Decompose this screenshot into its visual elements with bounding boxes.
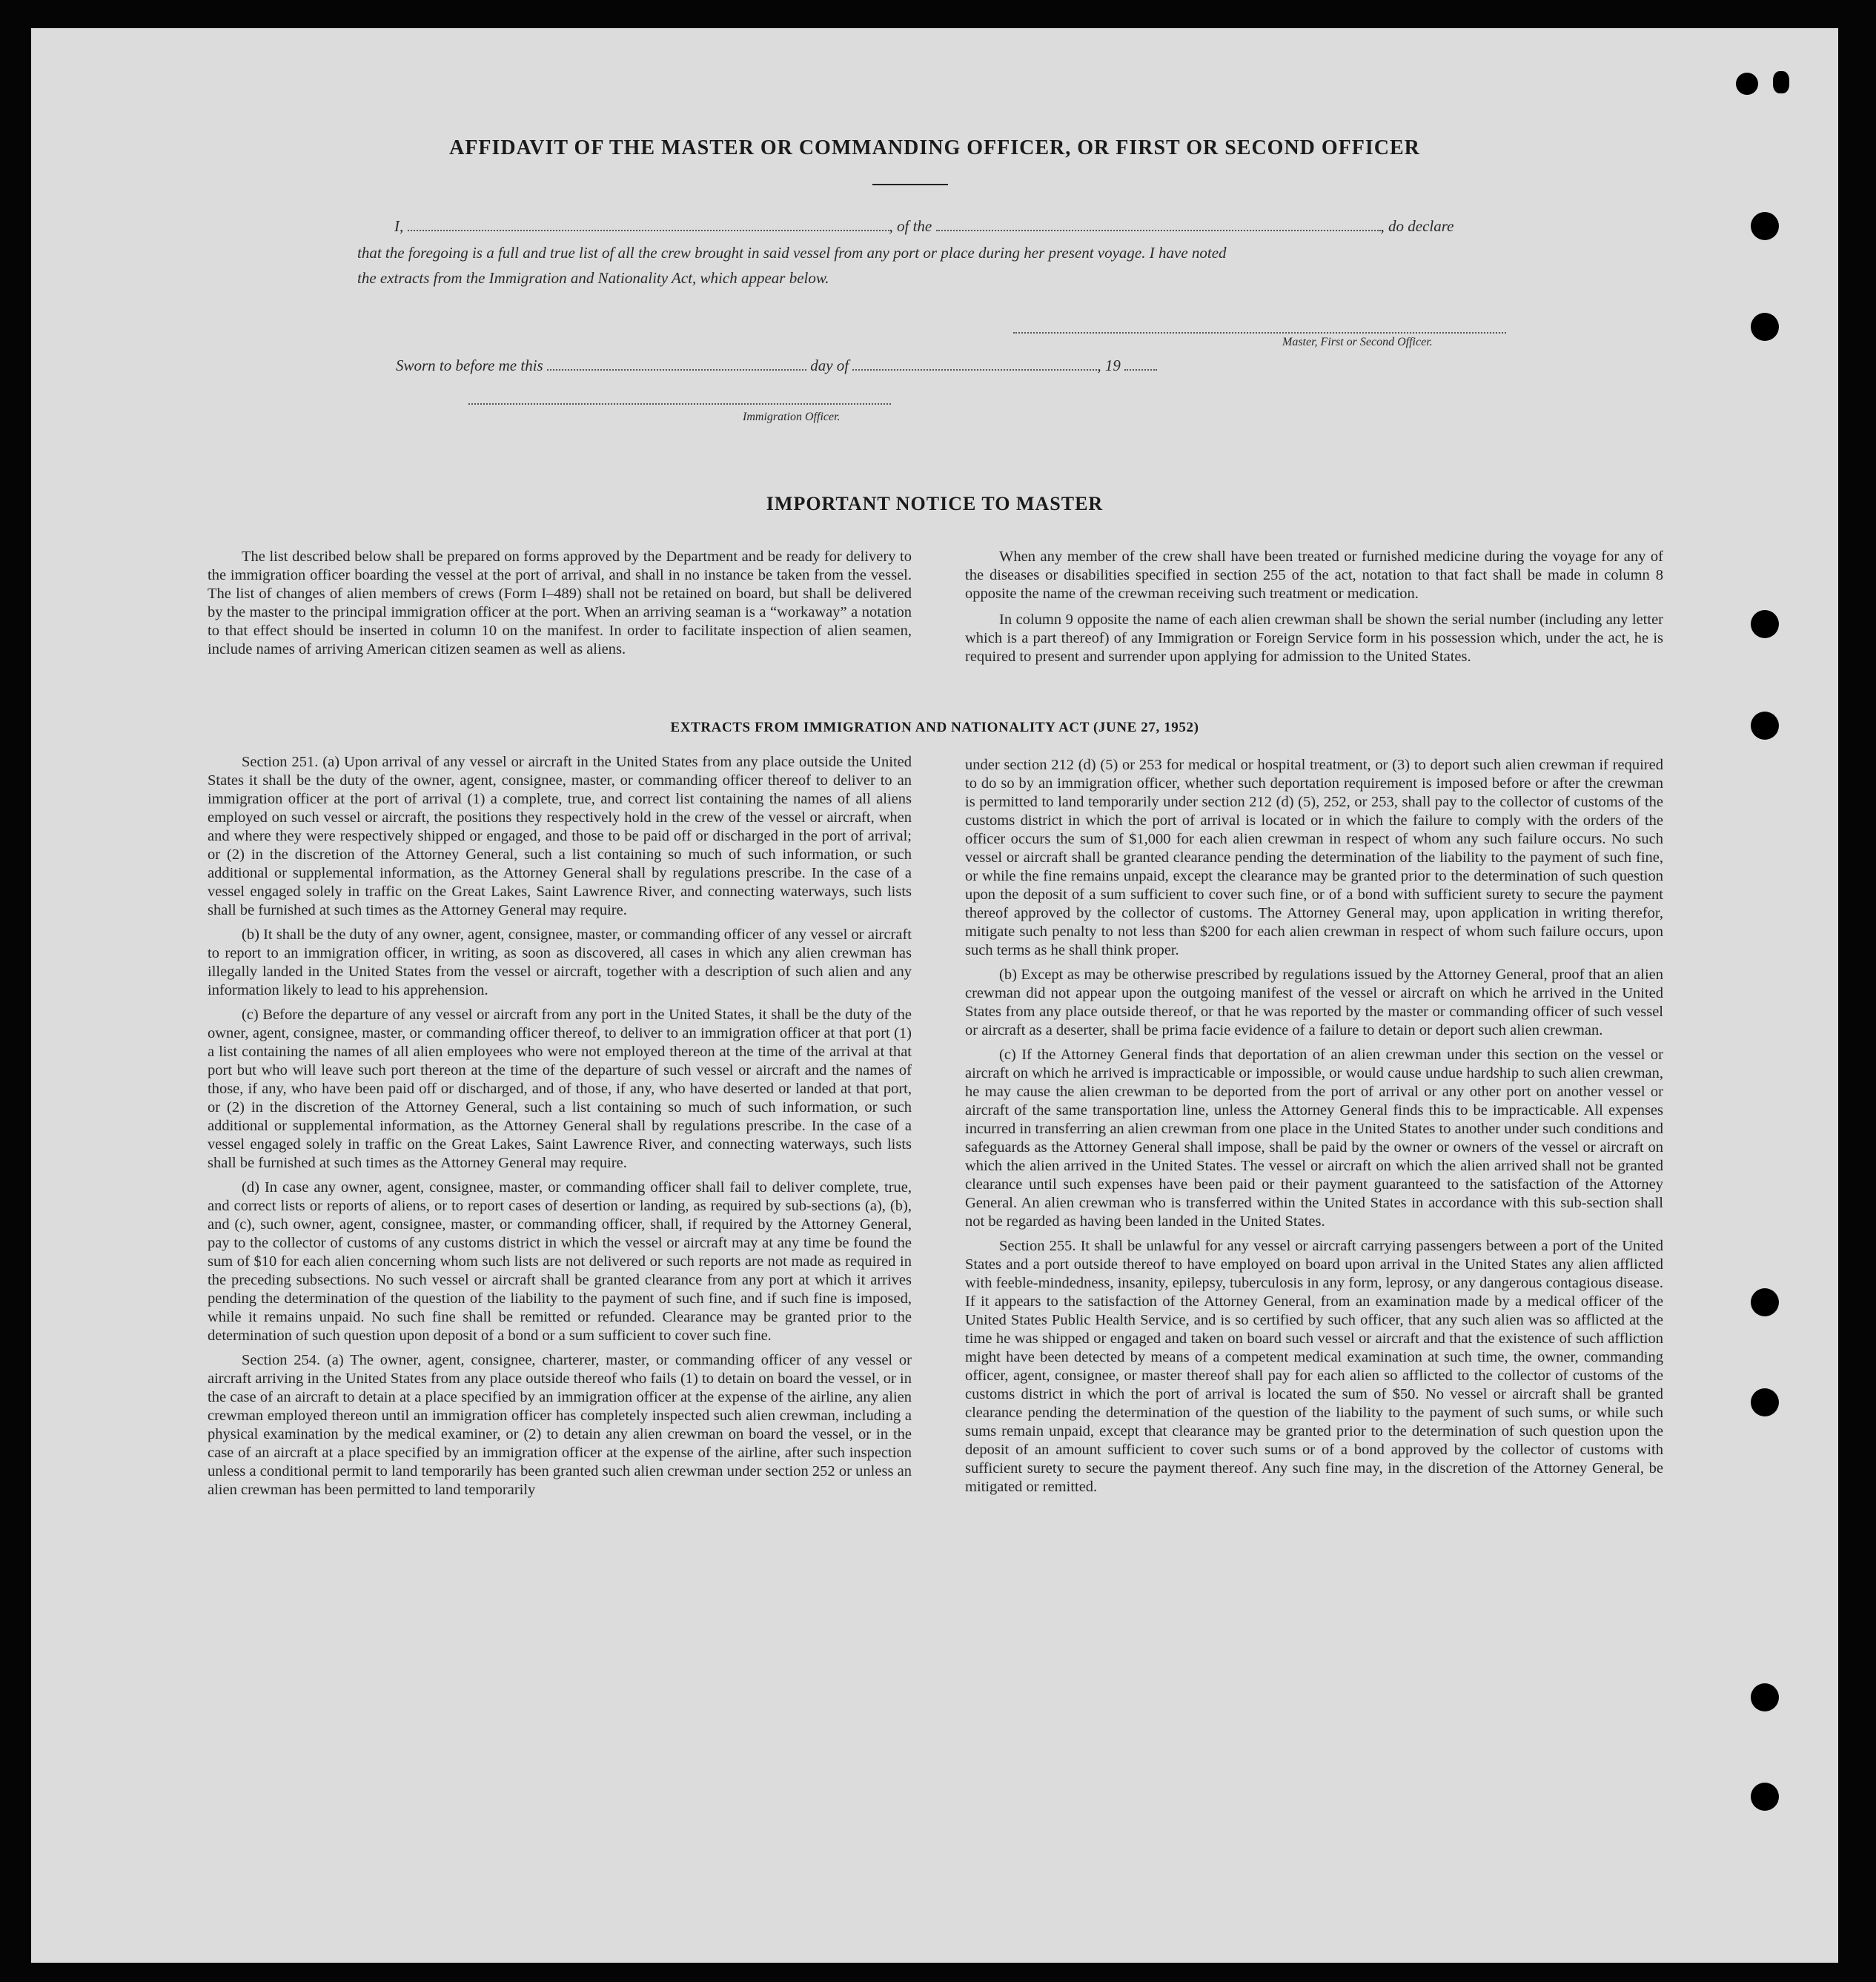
punch-hole-icon: [1751, 212, 1779, 240]
section-254-b: (b) Except as may be otherwise prescribed by regulations issued by the Attorney General, proof that an alien crewman did not appear upon the outgoing manifest of the vessel or aircraft on which he arrived in the United States from any place outside thereof, or that he was reported by the master or commanding officer of such vessel or aircraft as a deserter, shall be prima facie evidence of a failure to detain or deport such alien crewman.: [965, 967, 1663, 1038]
notice-left-column: [208, 548, 912, 659]
section-251-c: (c) Before the departure of any vessel or aircraft from any port in the United States, it shall be the duty of the owner, agent, consignee, master, or commanding officer thereof, to deliver to an immigration officer at that port (1) a list containing the names of all alien employees who were not employed thereon at the time of the arrival at that port but who will leave such port thereon at the time of the departure of such vessel or aircraft and the names of those, if any, who have been paid off or discharged, and of those, if any, who have deserted or landed at that port, or (2) in the discretion of the Attorney General, such a list containing so much of such information, or such additional or supplemental information, as the Attorney General shall by regulations prescribe. In the case of a vessel engaged solely in traffic on the Great Lakes, Saint Lawrence River, and connecting waterways, such lists shall be furnished at such times as the Attorney General may require.: [208, 1007, 912, 1171]
declaration-line-3: the extracts from the Immigration and Nationality Act, which appear below.: [357, 269, 829, 287]
sworn-prefix: Sworn to before me this: [396, 357, 543, 374]
punch-hole-icon: [1773, 71, 1789, 93]
sworn-year-field[interactable]: [1124, 356, 1157, 371]
extracts-left-column: [208, 753, 912, 1499]
section-251-a: Section 251. (a) Upon arrival of any vessel or aircraft in the United States from any place outside the United States it shall be the duty of the owner, agent, consignee, master, or commanding officer thereof to deliver to an immigration officer at the port of arrival (1) a complete, true, and correct list containing the names of all aliens employed on such vessel or aircraft, the positions they respectively hold in the crew of the vessel or aircraft, when and where they were respectively shipped or engaged, and those to be paid off or discharged in the port of arrival; or (2) in the discretion of the Attorney General, such a list containing so much of such information, or such additional or supplemental information, as the Attorney General shall by regulations prescribe. In the case of a vessel engaged solely in traffic on the Great Lakes, Saint Lawrence River, and connecting waterways, such lists shall be furnished at such times as the Attorney General may require.: [208, 754, 912, 918]
section-254-a-continued: under section 212 (d) (5) or 253 for medical or hospital treatment, or (3) to deport such alien crewman if required to do so by an immigration officer, whether such deportation requirement is imposed before or after the crewman is permitted to land temporarily under section 212 (d) (5), 252, or 253, shall pay to the collector of customs of the customs district in which the port of arrival is located or in which the failure to comply with the orders of the officer occurs the sum of $1,000 for each alien crewman in respect of whom any such failure occurs. No such vessel or aircraft shall be granted clearance pending the determination of the liability to the payment of such fine, or while the fine remains unpaid, except the clearance may be granted prior to the determination of such question upon the deposit of a sum sufficient to cover such fine, or of a bond with sufficient surety to secure the payment thereof approved by the collector of customs. The Attorney General may, upon application in writing therefor, mitigate such penalty to not less than $200 for each alien crewman in respect of whom such failure occurs, upon such terms as he shall think proper.: [965, 757, 1663, 958]
section-254-c: (c) If the Attorney General finds that deportation of an alien crewman under this section on the vessel or aircraft on which he arrived is impracticable or impossible, or would cause undue hardship to such alien crewman, he may cause the alien crewman to be deported from the port of arrival or any other port on another vessel or aircraft of the same transportation line, unless the Attorney General finds this to be impracticable. All expenses incurred in transferring an alien crewman from one place in the United States to another under such conditions and safeguards as the Attorney General shall impose, shall be paid by the owner or owners of the vessel or aircraft on which the alien arrived in the United States. The vessel or aircraft on which the alien arrived shall not be granted clearance until such expenses have been paid or their payment guaranteed to the satisfaction of the Attorney General. An alien crewman who is transferred within the United States in accordance with this sub-section shall not be regarded as having been landed in the United States.: [965, 1047, 1663, 1230]
document-page: [31, 28, 1838, 1963]
notice-right-paragraph: When any member of the crew shall have been treated or furnished medicine during the voyage for any of the diseases or disabilities specified in section 255 of the act, notation to that fact shall be made in column 8 opposite the name of the crewman receiving such treatment or medication.: [965, 548, 1663, 602]
title-rule: [872, 184, 948, 185]
declaration-i: I,: [394, 217, 404, 235]
section-251-b: (b) It shall be the duty of any owner, agent, consignee, master, or commanding officer of any vessel or aircraft to report to an immigration officer, in writing, as soon as discovered, all cases in which any alien crewman has illegally landed in the United States from the vessel or aircraft, together with a description of such alien and any information likely to lead to his apprehension.: [208, 927, 912, 998]
extracts-title: EXTRACTS FROM IMMIGRATION AND NATIONALITY ACT (JUNE 27, 1952): [670, 720, 1199, 735]
section-255: Section 255. It shall be unlawful for any vessel or aircraft carrying passengers between a port of the United States and a port outside thereof to have employed on board upon arrival in the United States any alien afflicted with feeble-mindedness, insanity, epilepsy, tuberculosis in any form, leprosy, or any dangerous contagious disease. If it appears to the satisfaction of the Attorney General, from an examination made by a medical officer of the United States Public Health Service, and is so certified by such officer, that any such alien was so afflicted at the time he was shipped or engaged and taken on board such vessel or aircraft and that the existence of such affliction might have been detected by means of a competent medical examination at such time, the owner, commanding officer, agent, consignee, or master thereof shall pay for each alien so afflicted to the collector of customs of the customs district in which the port of arrival is located the sum of $50. No vessel or aircraft shall be granted clearance pending the determination of the question of the liability to the payment of such sums, or while such sums remain unpaid, except that clearance may be granted prior to the determination of such question upon the deposit of an amount sufficient to cover such sums or of a bond approved by the collector of customs with sufficient surety to secure the payment thereof. Any such fine may, in the discretion of the Attorney General, be mitigated or remitted.: [965, 1238, 1663, 1495]
sworn-year: , 19: [1097, 357, 1121, 374]
master-signature-line[interactable]: [1013, 332, 1506, 334]
punch-hole-icon: [1736, 73, 1758, 95]
punch-hole-icon: [1751, 610, 1779, 638]
punch-hole-icon: [1751, 313, 1779, 341]
section-251-d: (d) In case any owner, agent, consignee, master, or commanding officer shall fail to deliver complete, true, and correct lists or reports of aliens, or to report cases of desertion or landing, as required by sub-sections (a), (b), and (c), such owner, agent, consignee, master, or commanding officer, shall, if required by the Attorney General, pay to the collector of customs of any customs district in which the vessel or aircraft may at any time be found the sum of $10 for each alien concerning whom such lists are not delivered or such reports are not made as required in the preceding subsections. No such vessel or aircraft shall be granted clearance from any port at which it arrives pending the determination of the question of the liability to the payment of such fine, and if such fine is imposed, while it remains unpaid. No such fine shall be remitted or refunded. Clearance may be granted prior to the determination of such question upon deposit of a bond or a sum sufficient to cover such fine.: [208, 1179, 912, 1344]
notice-title: IMPORTANT NOTICE TO MASTER: [766, 493, 1104, 514]
declaration-line-2: that the foregoing is a full and true list of all the crew brought in said vessel from any port or place during her present voyage. I have noted: [357, 244, 1227, 262]
notice-left-paragraph: The list described below shall be prepared on forms approved by the Department and be ready for delivery to the immigration officer boarding the vessel at the port of arrival, and shall in no instance be taken from the vessel. The list of changes of alien members of crews (Form I–489) shall not be retained on board, but shall be delivered by the master to the principal immigration officer at the port. When an arriving seaman is a “workaway” a notation to that effect should be inserted in column 10 on the manifest. In order to facilitate inspection of alien seamen, include names of arriving American citizen seamen as well as aliens.: [208, 548, 912, 657]
sworn-line: [396, 356, 1263, 375]
extracts-right-column: [965, 756, 1663, 1497]
sworn-day-of: day of: [810, 357, 849, 374]
punch-hole-icon: [1751, 1288, 1779, 1316]
punch-hole-icon: [1751, 1388, 1779, 1416]
declaration-line-1: [394, 216, 1539, 236]
punch-hole-icon: [1751, 1783, 1779, 1811]
section-254-a: Section 254. (a) The owner, agent, consignee, charterer, master, or commanding officer of any vessel or aircraft arriving in the United States from any place outside thereof who fails (1) to detain on board the vessel, or in the case of an aircraft to detain at a place specified by an immigration officer at the expense of the airline, any alien crewman employed thereon until an immigration officer has completely inspected such alien crewman, including a physical examination by the medical examiner, or (2) to detain any alien crewman on board the vessel, or in the case of an aircraft at a place specified by an immigration officer at the expense of the airline, after such inspection unless a conditional permit to land temporarily has been granted such alien crewman under section 252 or unless an alien crewman has been permitted to land temporarily: [208, 1352, 912, 1498]
vessel-field[interactable]: [936, 216, 1381, 231]
declaration-do-declare: , do declare: [1380, 217, 1454, 235]
punch-hole-icon: [1751, 1683, 1779, 1711]
officer-signature-line[interactable]: [468, 403, 891, 405]
declaration-of-the: , of the: [889, 217, 932, 235]
notice-right-paragraph: In column 9 opposite the name of each alien crewman shall be shown the serial number (including any letter which is a part thereof) of any Immigration or Foreign Service form in his possession which, under the act, he is required to present and surrender upon applying for admission to the United States.: [965, 611, 1663, 665]
sworn-date-field[interactable]: [547, 356, 806, 371]
notice-right-column: [965, 548, 1663, 666]
officer-signature-label: Immigration Officer.: [743, 411, 841, 423]
sworn-month-field[interactable]: [852, 356, 1097, 371]
affidavit-title: AFFIDAVIT OF THE MASTER OR COMMANDING OFFICER, OR FIRST OR SECOND OFFICER: [449, 136, 1420, 159]
master-signature-label: Master, First or Second Officer.: [1282, 336, 1433, 348]
name-field[interactable]: [408, 216, 889, 231]
